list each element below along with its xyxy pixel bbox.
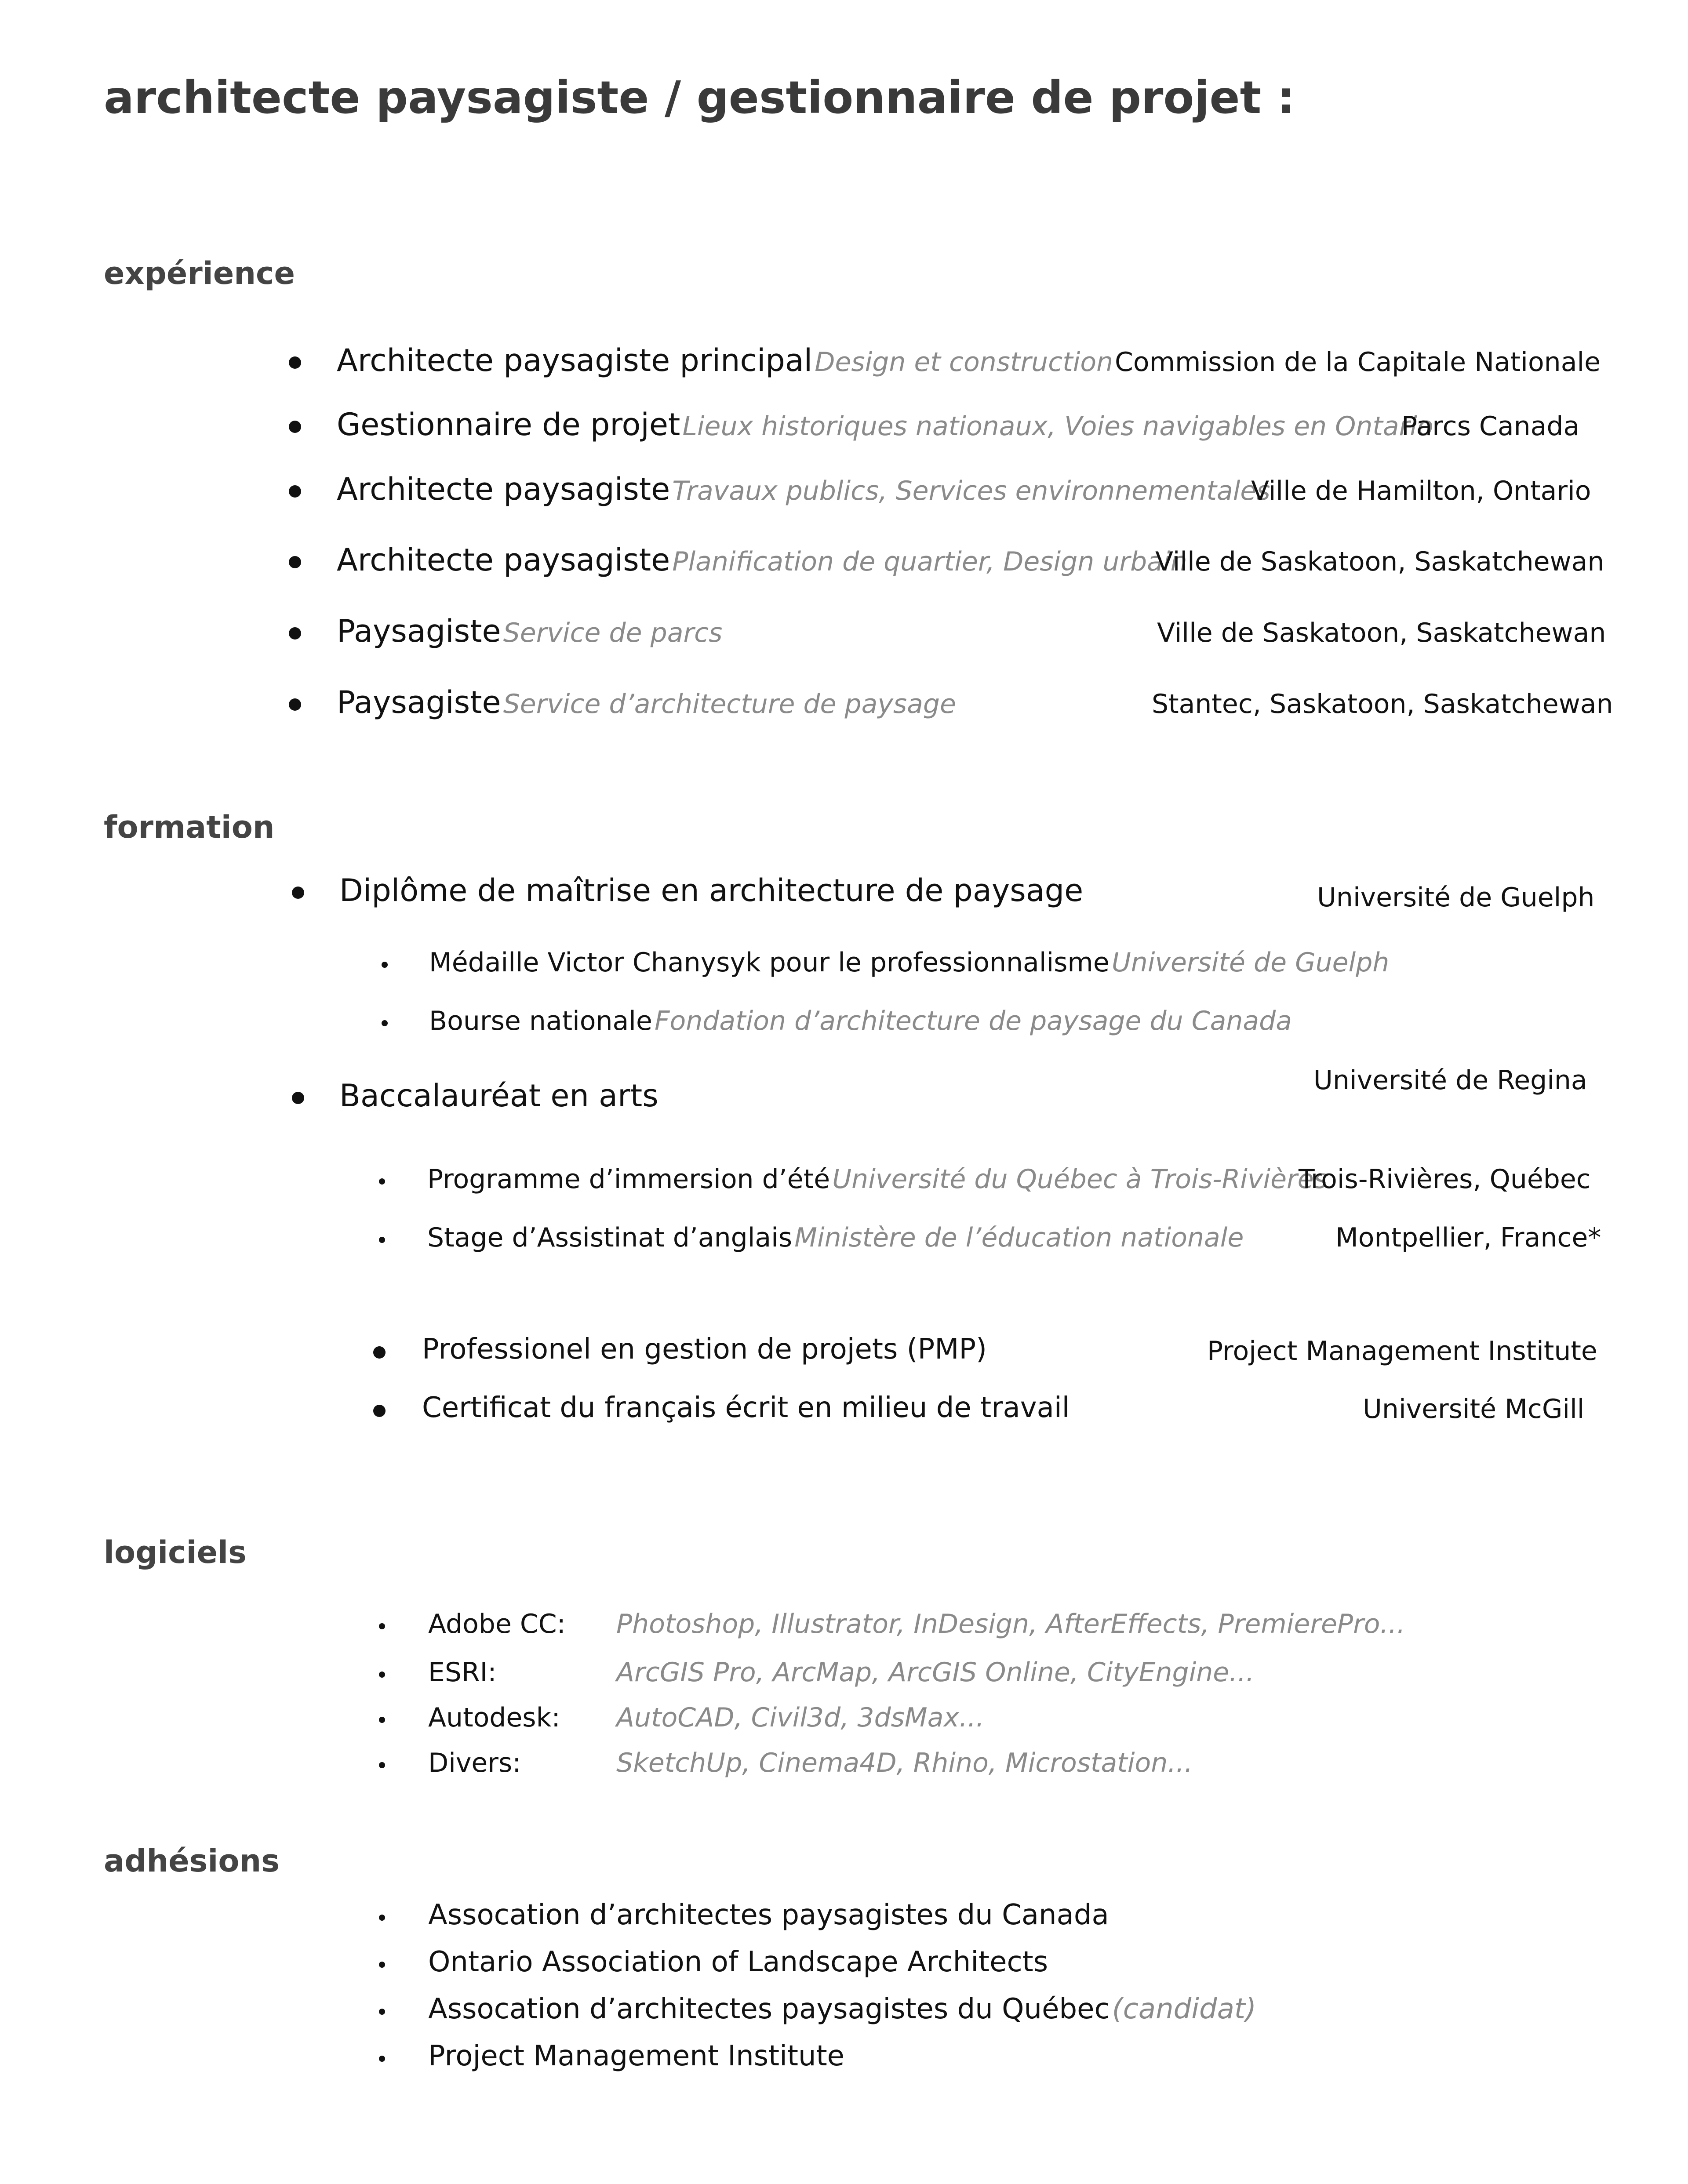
membership-note: (candidat) (1112, 1993, 1256, 2025)
bullet (289, 698, 301, 711)
program-label: Stage d’Assistinat d’anglais (427, 1222, 793, 1253)
page-title: architecte paysagiste / gestionnaire de projet : (104, 72, 1295, 124)
bullet (373, 1405, 386, 1417)
software-label: Autodesk: (428, 1702, 560, 1733)
program-detail: Université du Québec à Trois-Rivières (832, 1164, 1328, 1195)
membership-item (428, 1899, 1109, 1932)
job-detail: Design et construction (815, 347, 1113, 378)
software-label: Adobe CC: (428, 1609, 566, 1639)
job-detail: Service de parcs (503, 618, 723, 648)
section-heading-formation: formation (104, 809, 275, 845)
award-item (429, 948, 1389, 978)
award-label: Médaille Victor Chanysyk pour le professionnalisme (429, 947, 1110, 978)
bullet (289, 627, 301, 640)
program-label: Programme d’immersion d’été (427, 1164, 830, 1195)
job-detail: Lieux historiques nationaux, Voies navigables en Ontario (682, 411, 1433, 442)
membership-item (428, 2040, 844, 2073)
program-detail: Ministère de l’éducation nationale (794, 1222, 1244, 1253)
job-title: Paysagiste (337, 613, 501, 649)
bullet (292, 1092, 304, 1104)
sub-bullet (379, 2056, 385, 2062)
award-item (429, 1006, 1292, 1036)
section-heading-experience: expérience (104, 255, 295, 291)
award-label: Bourse nationale (429, 1006, 652, 1036)
job-organization: Commission de la Capitale Nationale (1115, 347, 1601, 378)
degree-name: Diplôme de maîtrise en architecture de paysage (339, 872, 1084, 908)
job-detail: Service d’architecture de paysage (503, 689, 956, 720)
bullet (289, 421, 301, 433)
sub-bullet (379, 1717, 385, 1723)
certification-name: Professionel en gestion de projets (PMP) (422, 1333, 987, 1366)
experience-entry (337, 542, 1187, 578)
experience-entry (337, 343, 1113, 378)
membership-label: Assocation d’architectes paysagistes du Canada (428, 1899, 1109, 1931)
experience-entry (337, 472, 1270, 507)
sub-bullet (379, 1915, 385, 1921)
job-title: Architecte paysagiste (337, 471, 670, 507)
job-organization: Stantec, Saskatoon, Saskatchewan (1152, 689, 1613, 720)
job-organization: Ville de Saskatoon, Saskatchewan (1157, 618, 1606, 648)
certification-name: Certificat du français écrit en milieu de travail (422, 1392, 1070, 1424)
job-detail: Planification de quartier, Design urbain (672, 546, 1187, 577)
sub-bullet (382, 1020, 388, 1026)
sub-bullet (379, 1178, 385, 1185)
job-title: Architecte paysagiste principal (337, 342, 813, 378)
bullet (289, 556, 301, 568)
sub-bullet (382, 962, 388, 968)
job-organization: Parcs Canada (1401, 411, 1580, 442)
program-place: Montpellier, France* (1335, 1222, 1601, 1253)
section-heading-logiciels: logiciels (104, 1534, 247, 1570)
certification-org: Project Management Institute (1207, 1336, 1597, 1366)
sub-bullet (379, 1672, 385, 1678)
award-detail: Fondation d’architecture de paysage du Canada (654, 1006, 1292, 1036)
degree-institution: Université de Guelph (1317, 882, 1595, 913)
bullet (289, 356, 301, 369)
membership-label: Ontario Association of Landscape Architects (428, 1946, 1048, 1978)
program-item (427, 1223, 1244, 1253)
experience-entry (337, 685, 956, 720)
bullet (292, 887, 304, 899)
job-title: Gestionnaire de projet (337, 407, 680, 443)
section-heading-adhesions: adhésions (104, 1843, 280, 1879)
bullet (373, 1346, 386, 1359)
software-value: ArcGIS Pro, ArcMap, ArcGIS Online, CityEngine... (616, 1657, 1255, 1688)
membership-item (428, 1946, 1048, 1979)
sub-bullet (379, 1623, 385, 1629)
sub-bullet (379, 1762, 385, 1768)
membership-label: Project Management Institute (428, 2040, 845, 2072)
program-item (427, 1164, 1328, 1195)
experience-entry (337, 407, 1433, 443)
software-value: AutoCAD, Civil3d, 3dsMax... (616, 1702, 985, 1733)
award-detail: Université de Guelph (1111, 947, 1390, 978)
software-value: SketchUp, Cinema4D, Rhino, Microstation... (616, 1748, 1193, 1778)
software-label: Divers: (428, 1748, 521, 1778)
software-value: Photoshop, Illustrator, InDesign, AfterEffects, PremierePro... (616, 1609, 1405, 1639)
membership-label: Assocation d’architectes paysagistes du Québec (428, 1993, 1110, 2025)
program-place: Trois-Rivières, Québec (1299, 1164, 1591, 1195)
experience-entry (337, 614, 722, 649)
certification-org: Université McGill (1363, 1394, 1585, 1425)
sub-bullet (379, 1962, 385, 1968)
job-title: Paysagiste (337, 684, 501, 720)
degree-institution: Université de Regina (1313, 1065, 1587, 1096)
job-detail: Travaux publics, Services environnementales (672, 476, 1270, 506)
job-title: Architecte paysagiste (337, 542, 670, 578)
sub-bullet (379, 1237, 385, 1243)
sub-bullet (379, 2009, 385, 2015)
job-organization: Ville de Hamilton, Ontario (1251, 476, 1591, 506)
job-organization: Ville de Saskatoon, Saskatchewan (1155, 546, 1604, 577)
membership-item (428, 1993, 1256, 2026)
software-label: ESRI: (428, 1657, 497, 1688)
degree-name: Baccalauréat en arts (339, 1078, 658, 1114)
bullet (289, 485, 301, 498)
